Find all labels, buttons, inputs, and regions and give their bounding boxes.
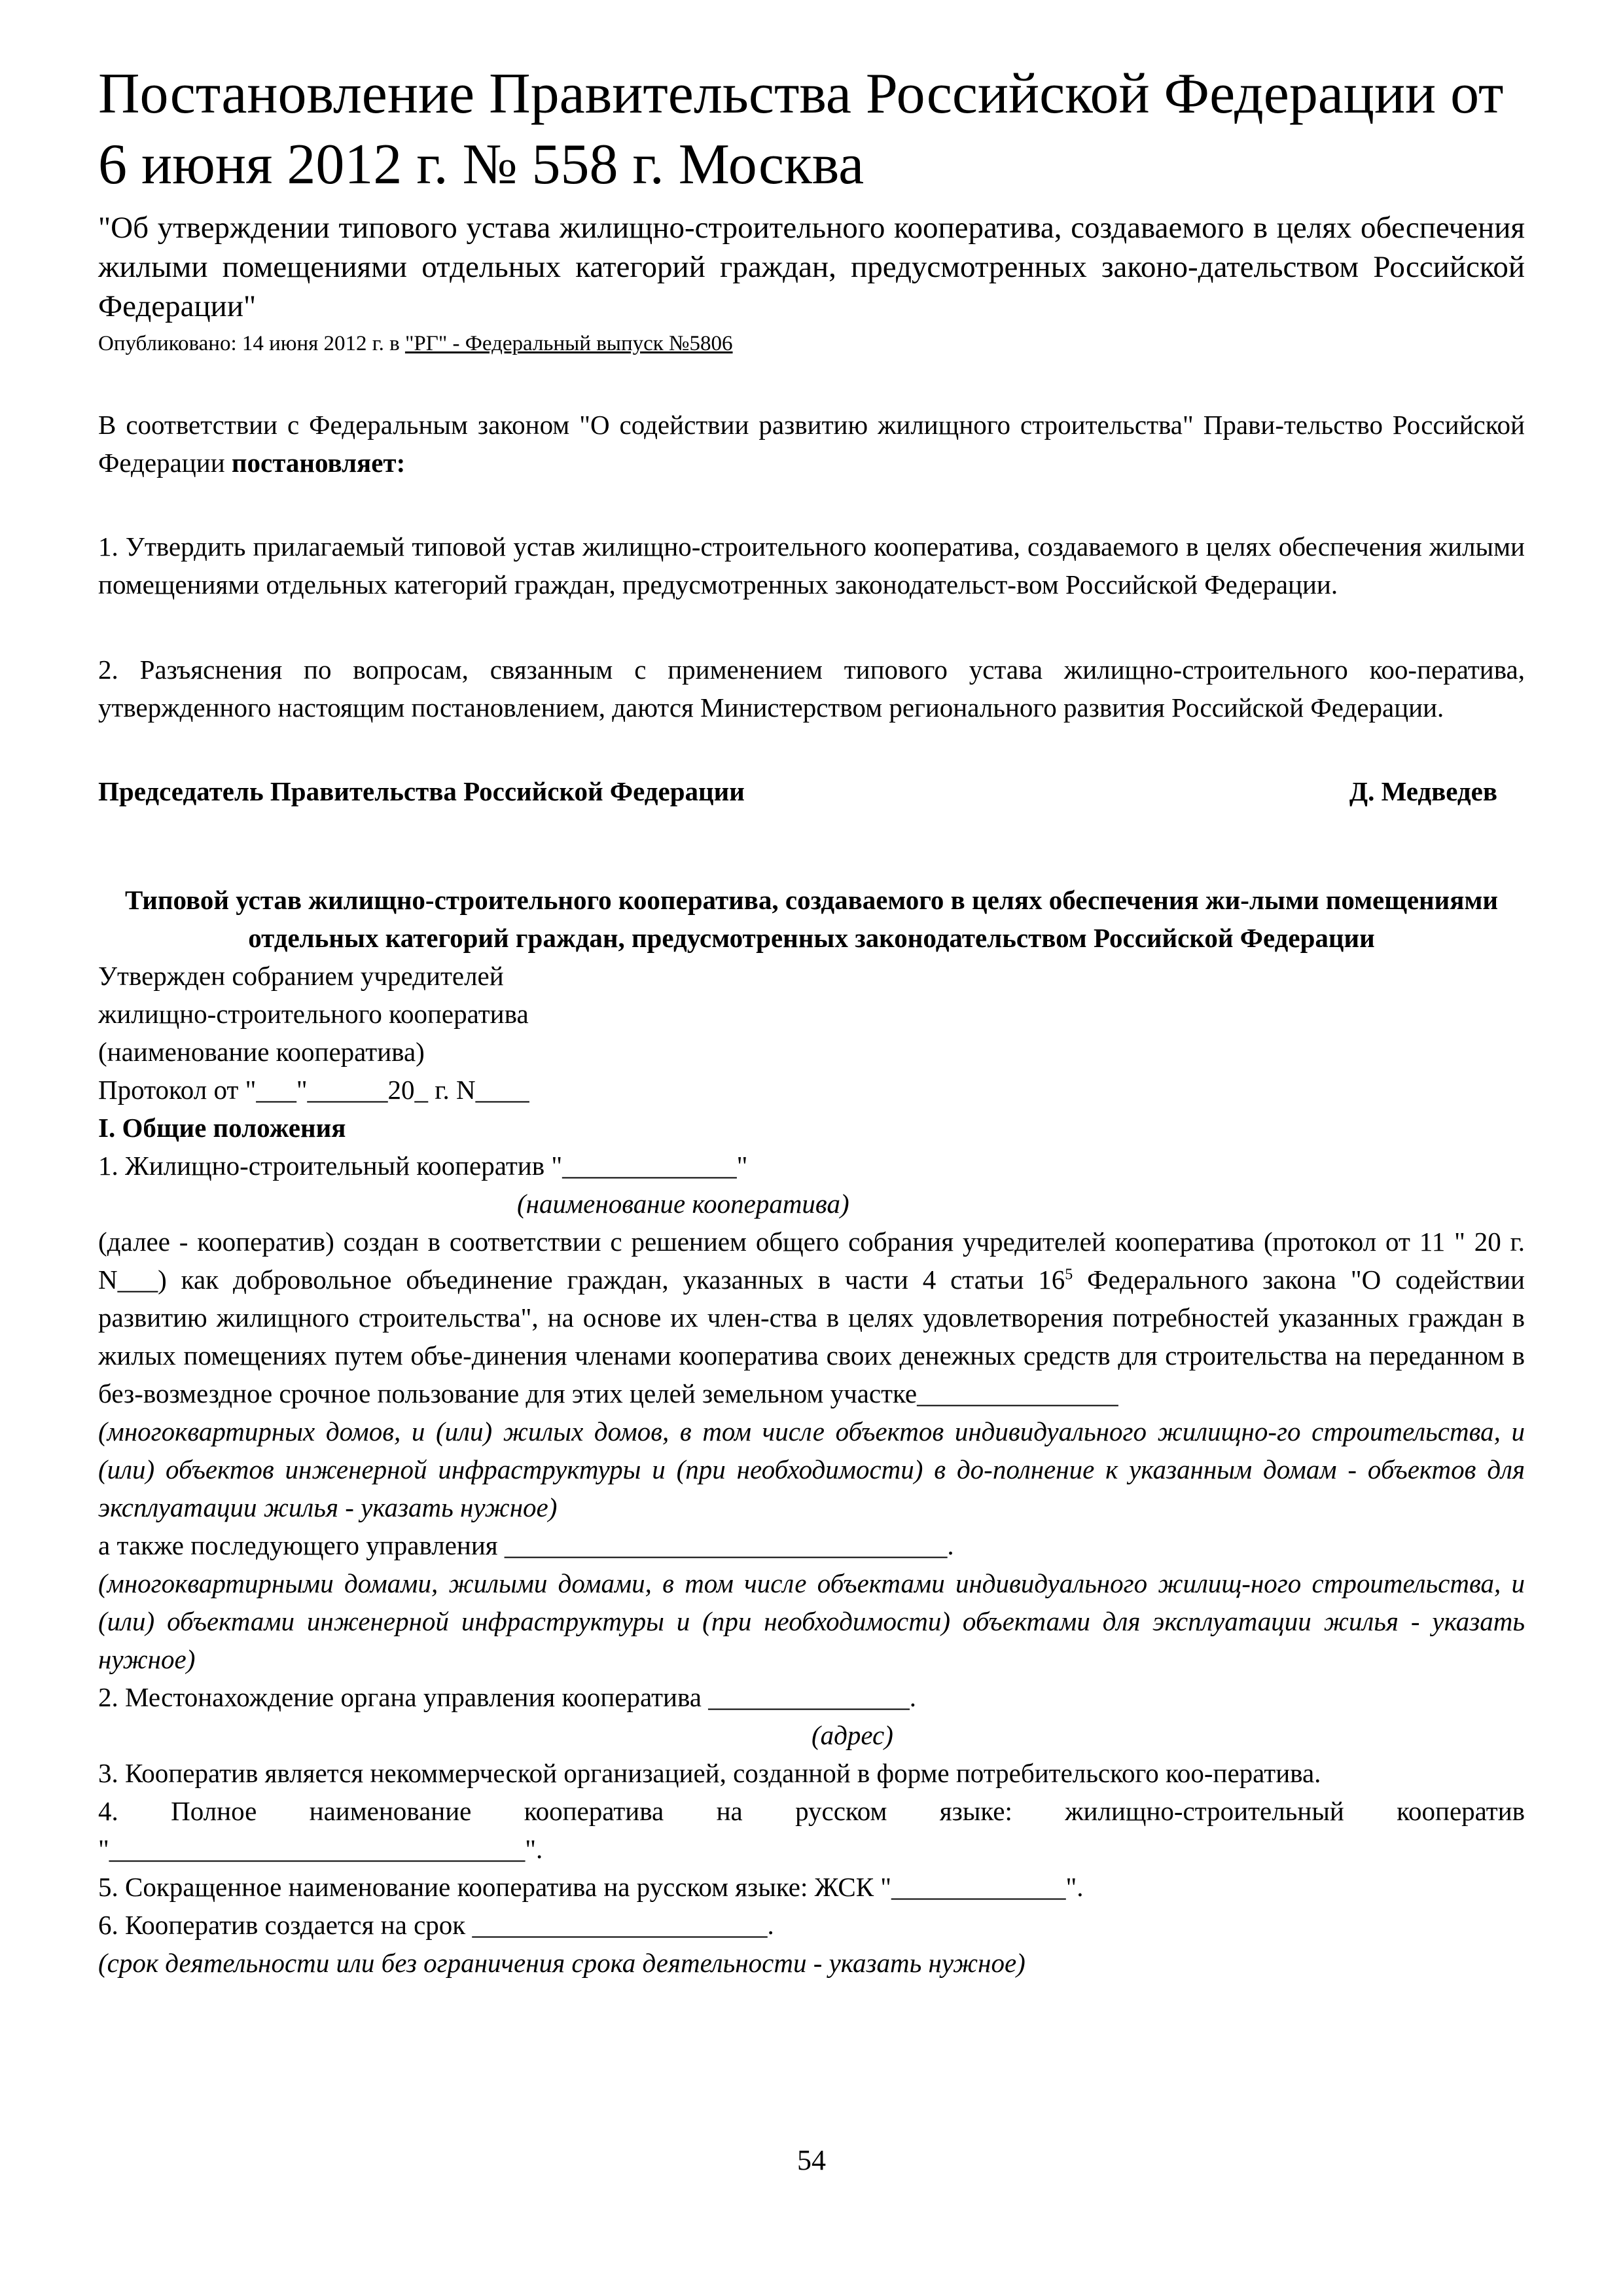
clause-1-note-1: (многоквартирных домов, и (или) жилых домов, в том числе объектов индивидуального жилищно-го строительства, и (или) объектов инженерной инфраструктуры и (при необходимости) в до-полнение к указанным домам - объектов для эксплуатации жилья - указать нужное)	[98, 1416, 1525, 1522]
signature-title: Председатель Правительства Российской Федерации	[98, 776, 745, 806]
clause-2-caption: (адрес)	[812, 1720, 893, 1750]
decree-item-2: 2. Разъяснения по вопросам, связанным с применением типового устава жилищно-строительного коо-ператива, утвержденного настоящим постановлением, даются Министерством регионального развития Российской Федерации.	[98, 655, 1525, 723]
decree-intro-text: В соответствии с Федеральным законом "О содействии развитию жилищного строительства" Прави-тельство Российской Федерации	[98, 410, 1525, 478]
signature-block	[98, 772, 1525, 810]
published-prefix: Опубликовано: 14 июня 2012 г. в	[98, 332, 405, 355]
clause-1-text	[98, 1223, 1525, 1412]
clause-1-note-2: (многоквартирными домами, жилыми домами, в том числе объектами индивидуального жилищ-ного строительства, и (или) объектами инженерной инфраструктуры и (при необходимости) объектами для эксплуатации жилья - указать нужное)	[98, 1568, 1525, 1674]
clause-4: 4. Полное наименование кооператива на русском языке: жилищно-строительный кооператив "_______________________________".	[98, 1796, 1525, 1864]
clause-1-line: 1. Жилищно-строительный кооператив "_____________"	[98, 1151, 748, 1181]
decree-intro	[98, 406, 1525, 482]
decree-item-1: 1. Утвердить прилагаемый типовой устав жилищно-строительного кооператива, создаваемого в целях обеспечения жилыми помещениями отдельных категорий граждан, предусмотренных законодательст-вом Российской Федерации.	[98, 531, 1525, 600]
approved-line-1: Утвержден собранием учредителей	[98, 961, 504, 991]
clause-1-text-c: а также последующего управления _________________________________.	[98, 1530, 954, 1560]
approved-line-2: жилищно-строительного кооператива	[98, 999, 529, 1029]
clause-1-superscript: 5	[1065, 1266, 1073, 1283]
clause-1-text-a: (далее - кооператив) создан в соответствии с решением общего собрания учредителей кооператива (протокол от 11 " 20 г. N___) как добровольное объединение граждан, указанных в части 4 статьи 16	[98, 1227, 1525, 1295]
published-source-link[interactable]: "РГ" - Федеральный выпуск №5806	[404, 332, 733, 355]
section-1-heading: I. Общие положения	[98, 1113, 346, 1143]
clause-1-text-b: Федерального закона "О содействии развитию жилищного строительства", на основе их член-ства в целях удовлетворения потребностей указанных граждан в жилых помещениях путем объе-динения членами кооператива своих денежных средств для строительства на переданном в без-возмездное срочное пользование для этих целей земельном участке_______________	[98, 1265, 1525, 1408]
clause-6: 6. Кооператив создается на срок ______________________.	[98, 1910, 774, 1940]
page-number: 54	[797, 2144, 826, 2176]
publication-info	[98, 329, 1525, 359]
clause-5: 5. Сокращенное наименование кооператива на русском языке: ЖСК "_____________".	[98, 1872, 1084, 1902]
document-title: Постановление Правительства Российской Федерации от 6 июня 2012 г. № 558 г. Москва	[98, 62, 1504, 196]
clause-2: 2. Местонахождение органа управления кооператива _______________.	[98, 1682, 916, 1712]
approved-line-3: (наименование кооператива)	[98, 1037, 425, 1067]
document-subtitle: "Об утверждении типового устава жилищно-строительного кооператива, создаваемого в целях обеспечения жилыми помещениями отдельных категорий граждан, предусмотренных законо-дательством Российской Федерации"	[98, 211, 1525, 323]
decree-intro-bold: постановляет:	[231, 448, 406, 478]
document-page	[98, 59, 1525, 1982]
charter-title: Типовой устав жилищно-строительного кооператива, создаваемого в целях обеспечения жи-лыми помещениями отдельных категорий граждан, предусмотренных законодательством Российской Федерации	[124, 885, 1499, 953]
approved-line-4: Протокол от "___"______20_ г. N____	[98, 1075, 529, 1105]
signature-name: Д. Медведев	[1349, 776, 1497, 806]
clause-1-caption: (наименование кооператива)	[517, 1189, 849, 1219]
clause-6-caption: (срок деятельности или без ограничения срока деятельности - указать нужное)	[98, 1948, 1026, 1978]
clause-3: 3. Кооператив является некоммерческой организацией, созданной в форме потребительского коо-ператива.	[98, 1758, 1321, 1788]
